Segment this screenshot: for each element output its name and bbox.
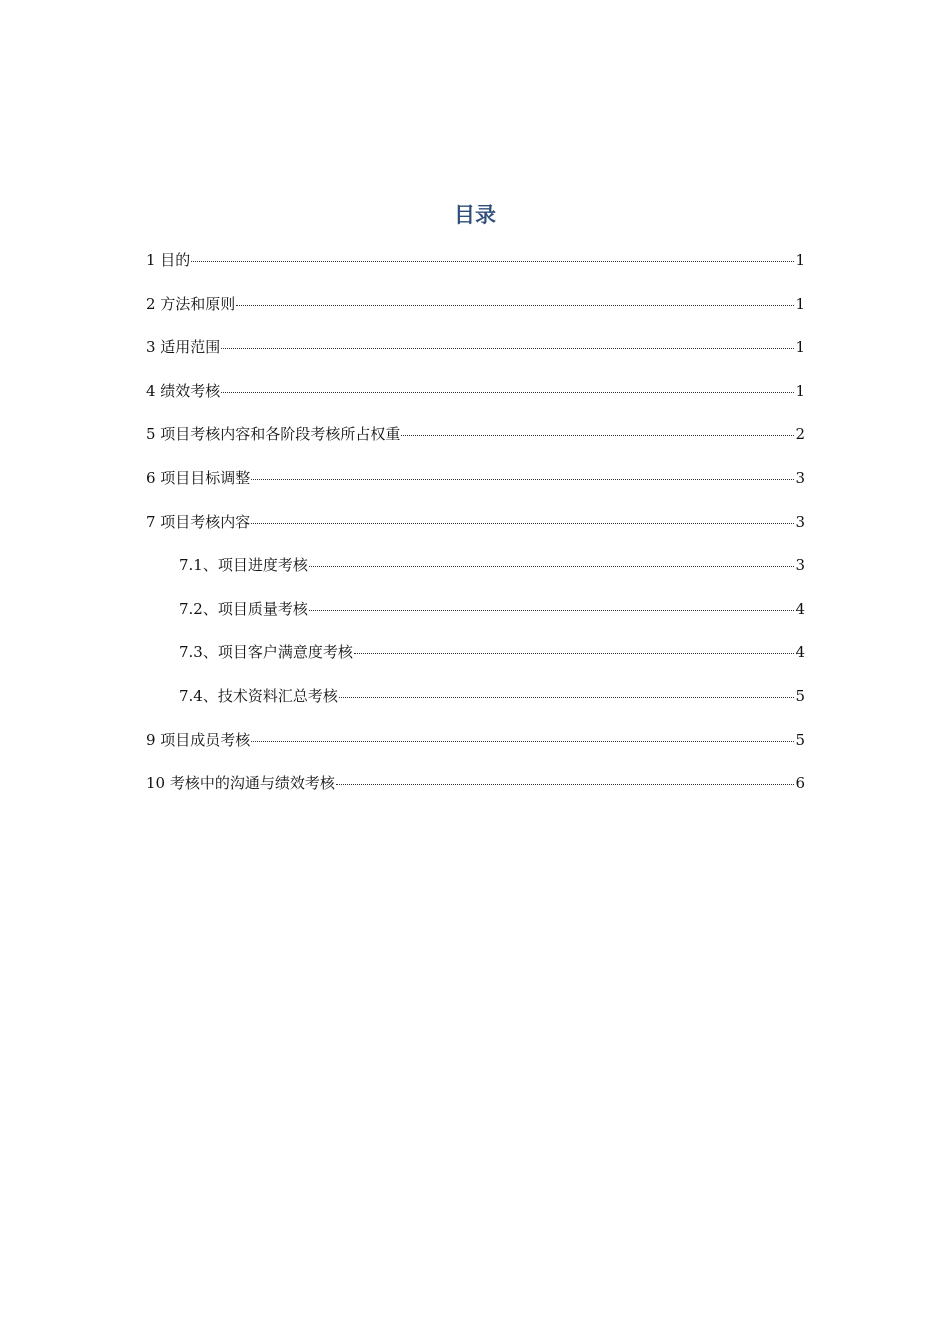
toc-dot-leader: [221, 392, 794, 393]
toc-entry-label: 5 项目考核内容和各阶段考核所占权重: [146, 425, 401, 444]
toc-entry-7[interactable]: [146, 511, 805, 555]
toc-entry-label: 9 项目成员考核: [146, 730, 251, 749]
toc-entry-page: 3: [795, 556, 805, 575]
toc-dot-leader: [309, 610, 795, 611]
toc-title: 目录: [454, 203, 496, 227]
toc-entry-2[interactable]: [146, 293, 805, 337]
toc-entry-page: 4: [795, 599, 805, 618]
toc-entry-page: 1: [795, 338, 805, 357]
toc-dot-leader: [354, 653, 795, 654]
toc-dot-leader: [251, 523, 794, 524]
toc-entry-label: 7 项目考核内容: [146, 512, 251, 531]
toc-dot-leader: [221, 348, 794, 349]
toc-entry-7-4[interactable]: [146, 685, 805, 729]
toc-entry-page: 5: [795, 730, 805, 749]
toc-entry-page: 3: [795, 512, 805, 531]
toc-entry-label: 7.3、项目客户满意度考核: [179, 643, 353, 662]
toc-entry-4[interactable]: [146, 380, 805, 424]
toc-dot-leader: [336, 784, 795, 785]
toc-entry-5[interactable]: [146, 423, 805, 467]
toc-dot-leader: [401, 435, 794, 436]
toc-entry-page: 1: [795, 381, 805, 400]
toc-dot-leader: [251, 479, 794, 480]
toc-entry-label: 2 方法和原则: [146, 294, 236, 313]
toc-dot-leader: [309, 566, 795, 567]
toc-entry-page: 1: [795, 251, 805, 269]
toc-entry-page: 4: [795, 643, 805, 662]
toc-dot-leader: [339, 697, 795, 698]
toc-entry-7-1[interactable]: [146, 554, 805, 598]
toc-entry-label: 1 目的: [146, 251, 191, 269]
toc-list: [146, 249, 805, 816]
toc-dot-leader: [191, 261, 794, 262]
toc-entry-3[interactable]: [146, 336, 805, 380]
toc-entry-page: 1: [795, 294, 805, 313]
toc-entry-page: 6: [795, 774, 805, 793]
toc-entry-page: 2: [795, 425, 805, 444]
toc-entry-1[interactable]: [146, 249, 805, 293]
toc-entry-label: 10 考核中的沟通与绩效考核: [146, 774, 335, 793]
toc-entry-page: 3: [795, 468, 805, 487]
toc-entry-label: 7.2、项目质量考核: [179, 599, 308, 618]
toc-entry-label: 6 项目目标调整: [146, 468, 251, 487]
toc-entry-page: 5: [795, 686, 805, 705]
toc-entry-label: 4 绩效考核: [146, 381, 221, 400]
toc-entry-label: 7.1、项目进度考核: [179, 556, 308, 575]
toc-entry-label: 3 适用范围: [146, 338, 221, 357]
toc-entry-10[interactable]: [146, 772, 805, 816]
toc-entry-label: 7.4、技术资料汇总考核: [179, 686, 338, 705]
toc-entry-7-2[interactable]: [146, 598, 805, 642]
toc-entry-7-3[interactable]: [146, 641, 805, 685]
toc-entry-6[interactable]: [146, 467, 805, 511]
toc-dot-leader: [236, 305, 794, 306]
toc-dot-leader: [251, 741, 794, 742]
toc-entry-9[interactable]: [146, 729, 805, 773]
